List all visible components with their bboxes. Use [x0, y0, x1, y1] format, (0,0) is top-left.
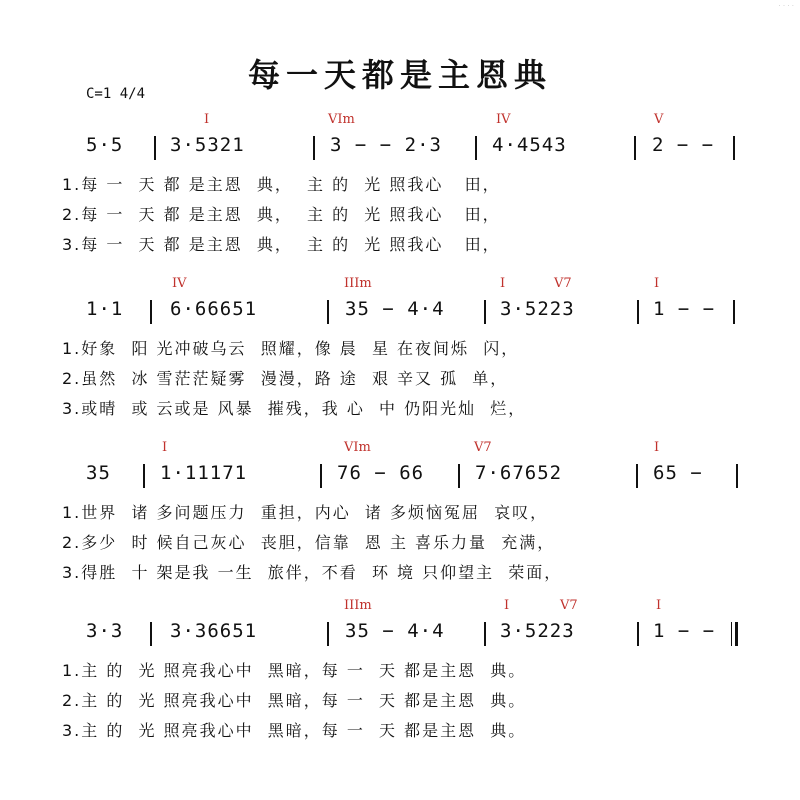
measure: 4·4543 [492, 134, 567, 156]
bar-line [150, 300, 152, 324]
lyric-line: 1.每 一 天 都 是主恩 典， 主 的 光 照我心 田， [62, 175, 501, 194]
music-system-3 [0, 440, 800, 580]
lyric-line: 2.主 的 光 照亮我心中 黑暗，每 一 天 都是主恩 典。 [62, 691, 527, 710]
bar-line [733, 136, 735, 160]
bar-line [637, 300, 639, 324]
bar-line [484, 300, 486, 324]
chord-row [0, 440, 800, 458]
notation-row [0, 298, 800, 326]
notation-row [0, 134, 800, 162]
lyric-line: 1.好象 阳 光冲破乌云 照耀，像 晨 星 在夜间烁 闪， [62, 339, 520, 358]
measure: 1 − − [653, 298, 716, 320]
lyric-line: 1.主 的 光 照亮我心中 黑暗，每 一 天 都是主恩 典。 [62, 661, 527, 680]
measure: 1·11171 [160, 462, 248, 484]
measure: 3·5223 [500, 620, 575, 642]
bar-line [327, 622, 329, 646]
measure: 35 − 4·4 [345, 298, 445, 320]
bar-line [634, 136, 636, 160]
bar-line [637, 622, 639, 646]
chord-label: IIIm [344, 276, 372, 291]
bar-line [143, 464, 145, 488]
key-signature: C=1 4/4 [86, 86, 146, 102]
chord-label: I [500, 276, 506, 291]
measure: 7·67652 [475, 462, 563, 484]
bar-line [475, 136, 477, 160]
measure: 35 [86, 462, 111, 484]
lyric-line: 3.或晴 或 云或是 风暴 摧残，我 心 中 仍阳光灿 烂， [62, 399, 527, 418]
final-bar-line-thick [735, 622, 738, 646]
lyric-line: 3.每 一 天 都 是主恩 典， 主 的 光 照我心 田， [62, 235, 501, 254]
measure: 76 − 66 [337, 462, 425, 484]
measure: 1 − − [653, 620, 716, 642]
chord-label: VIm [344, 440, 371, 455]
chord-label: IV [496, 112, 511, 127]
chord-label: I [654, 276, 660, 291]
bar-line [150, 622, 152, 646]
chord-label: V7 [560, 598, 578, 613]
chord-label: I [204, 112, 210, 127]
notation-row [0, 462, 800, 490]
bar-line [484, 622, 486, 646]
chord-label: I [654, 440, 660, 455]
chord-label: V7 [554, 276, 572, 291]
lyric-line: 2.虽然 冰 雪茫茫疑雾 漫漫，路 途 艰 辛又 孤 单， [62, 369, 509, 388]
notation-row [0, 620, 800, 648]
final-bar-line-thin [731, 622, 732, 646]
chord-row [0, 598, 800, 616]
measure: 35 − 4·4 [345, 620, 445, 642]
chord-label: I [504, 598, 510, 613]
music-system-4 [0, 598, 800, 738]
lyric-line: 2.每 一 天 都 是主恩 典， 主 的 光 照我心 田， [62, 205, 501, 224]
bar-line [327, 300, 329, 324]
chord-label: IV [172, 276, 187, 291]
measure: 65 − [653, 462, 703, 484]
watermark: · · · · [778, 2, 794, 10]
music-system-2 [0, 276, 800, 416]
measure: 5·5 [86, 134, 124, 156]
chord-label: V [654, 112, 664, 127]
bar-line [733, 300, 735, 324]
chord-label: I [656, 598, 662, 613]
measure: 6·66651 [170, 298, 258, 320]
measure: 1·1 [86, 298, 124, 320]
music-system-1 [0, 112, 800, 252]
chord-label: V7 [474, 440, 492, 455]
lyric-line: 3.得胜 十 架是我 一生 旅伴，不看 环 境 只仰望主 荣面， [62, 563, 563, 582]
song-title: 每一天都是主恩典 [247, 56, 552, 94]
bar-line [636, 464, 638, 488]
bar-line [458, 464, 460, 488]
measure: 3·5321 [170, 134, 245, 156]
bar-line [154, 136, 156, 160]
lyric-line: 2.多少 时 候自己灰心 丧胆，信靠 恩 主 喜乐力量 充满， [62, 533, 556, 552]
measure: 3·3 [86, 620, 124, 642]
chord-label: VIm [328, 112, 355, 127]
bar-line [313, 136, 315, 160]
chord-row [0, 276, 800, 294]
measure: 3·5223 [500, 298, 575, 320]
bar-line [320, 464, 322, 488]
lyric-line: 1.世界 诸 多问题压力 重担，内心 诸 多烦恼冤屈 哀叹， [62, 503, 549, 522]
measure: 2 − − [652, 134, 715, 156]
measure: 3 − − 2·3 [330, 134, 442, 156]
chord-label: IIIm [344, 598, 372, 613]
bar-line [736, 464, 738, 488]
chord-label: I [162, 440, 168, 455]
lyric-line: 3.主 的 光 照亮我心中 黑暗，每 一 天 都是主恩 典。 [62, 721, 527, 740]
measure: 3·36651 [170, 620, 258, 642]
chord-row [0, 112, 800, 130]
